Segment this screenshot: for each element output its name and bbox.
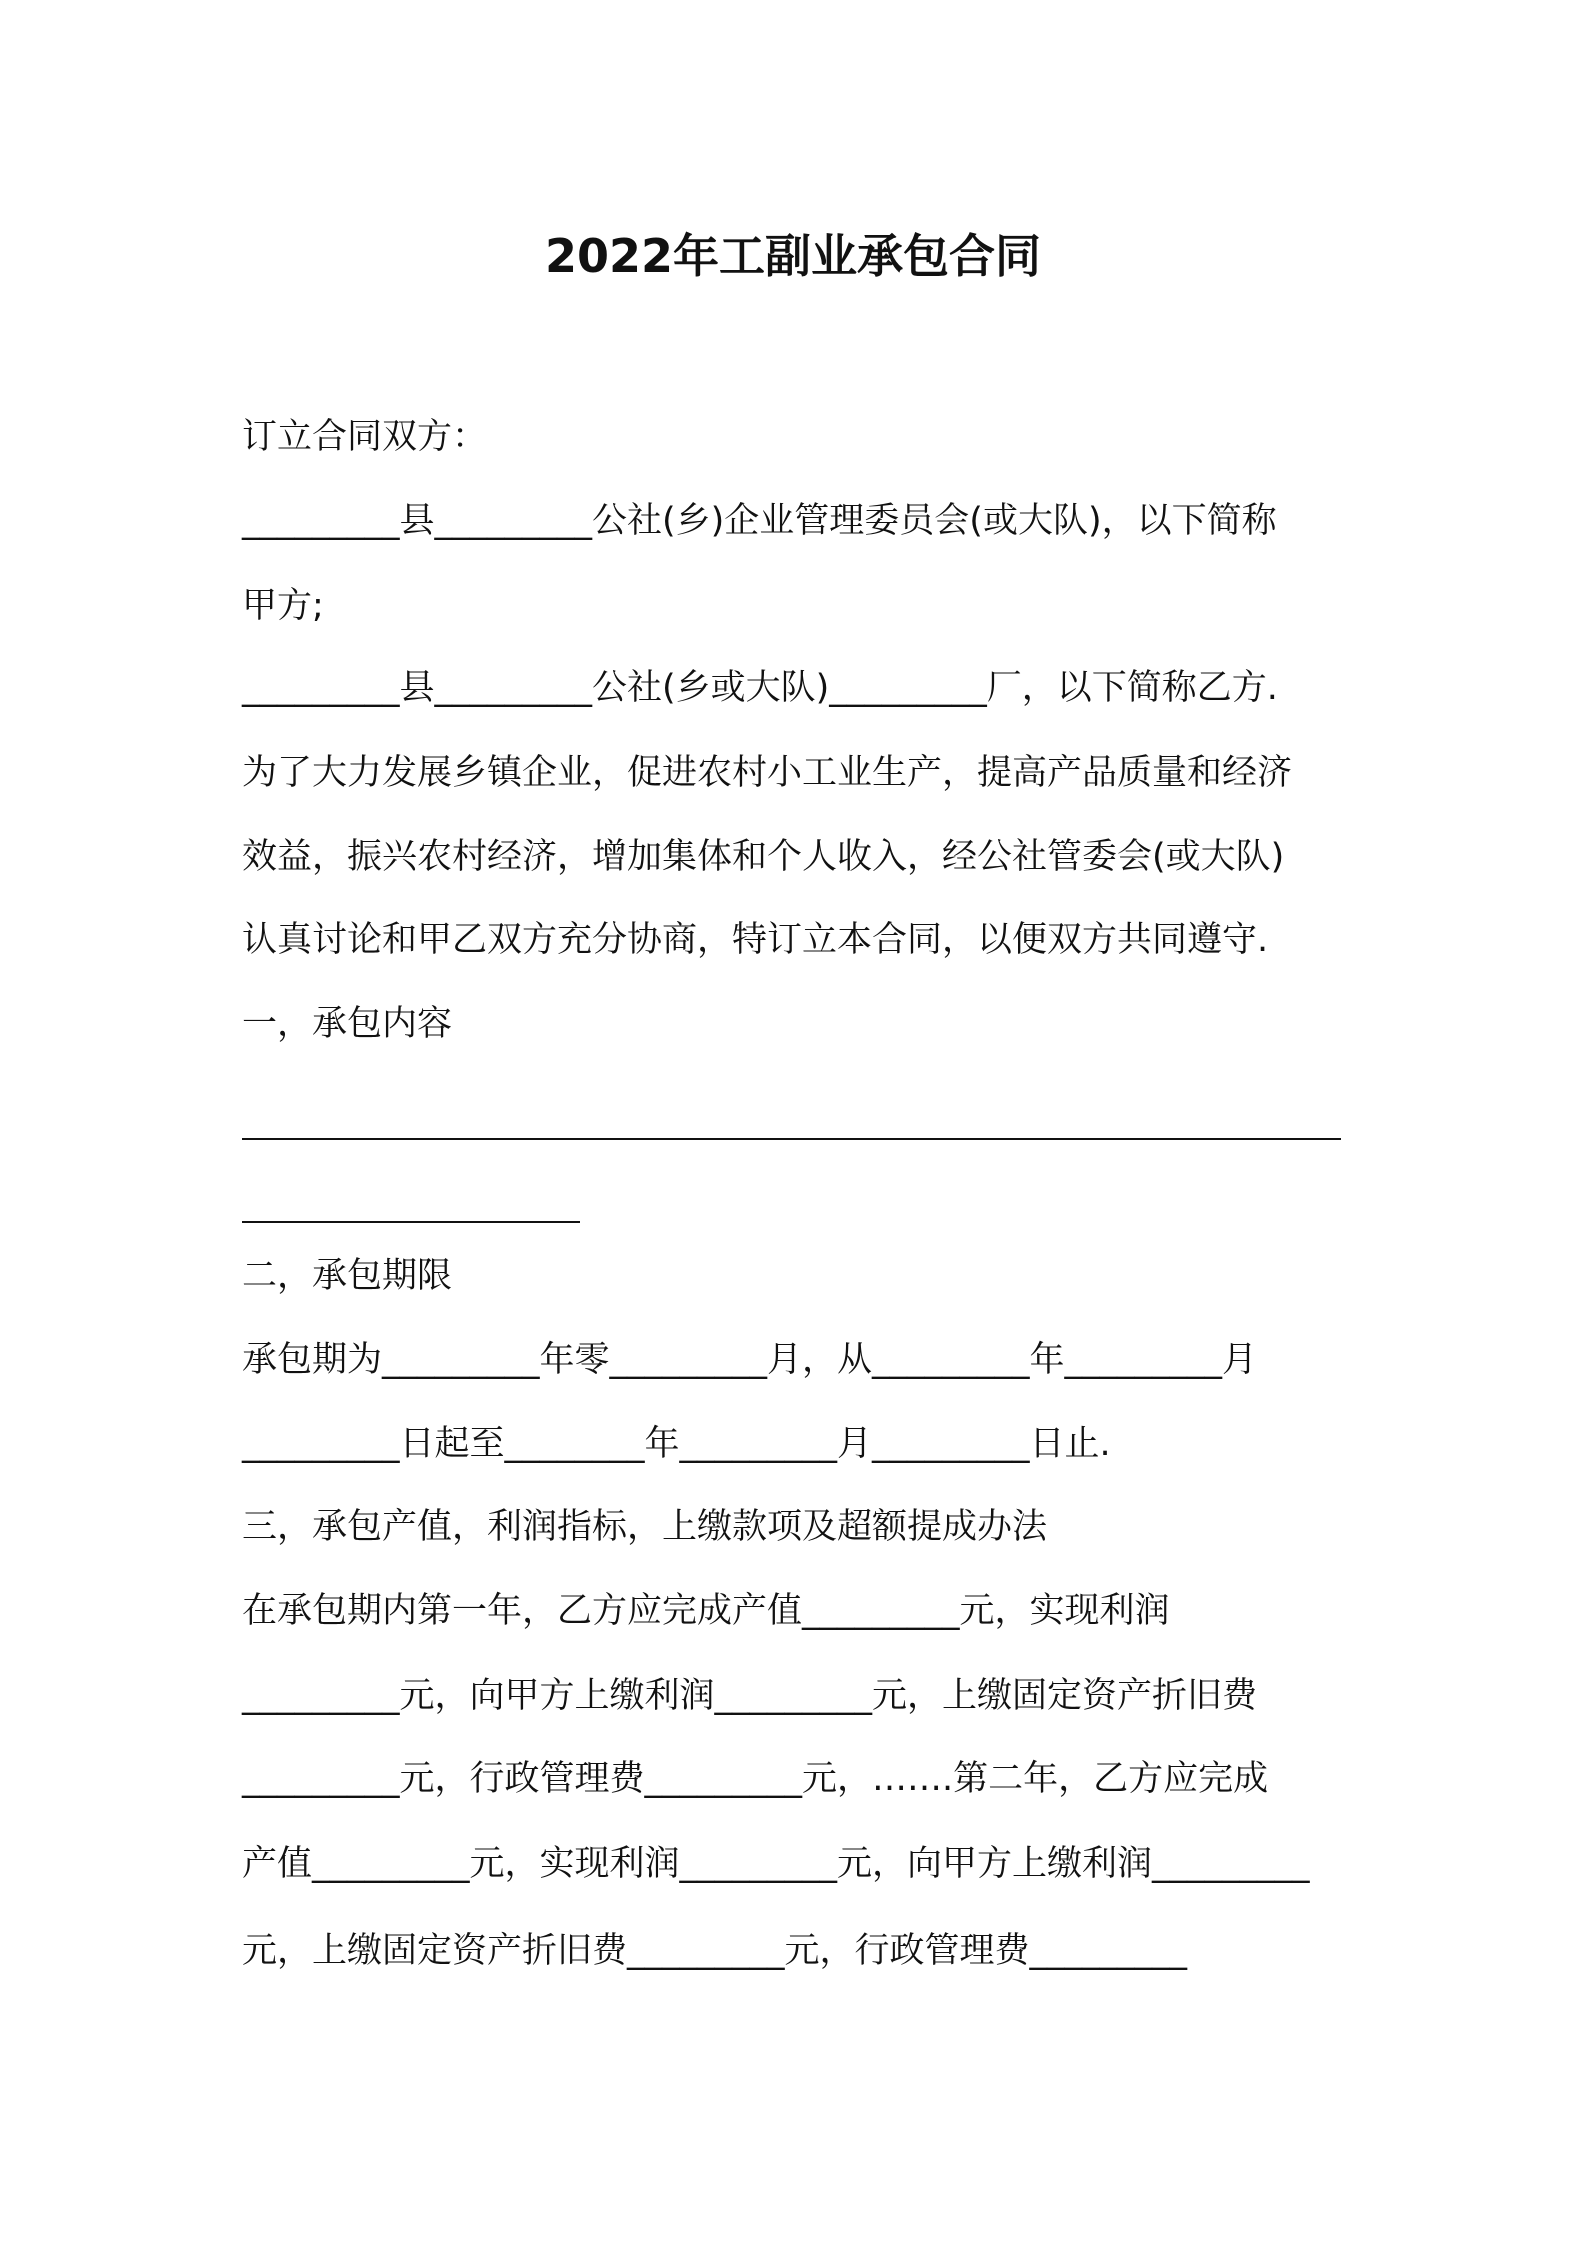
section-2-heading: 二，承包期限 bbox=[242, 1256, 453, 1296]
party-b-line: _________县_________公社(乡或大队)_________厂，以下简称乙方. bbox=[242, 668, 1278, 708]
targets-line-5: 元，上缴固定资产折旧费_________元，行政管理费_________ bbox=[242, 1931, 1188, 1971]
targets-line-4: 产值_________元，实现利润_________元，向甲方上缴利润_________ bbox=[242, 1844, 1310, 1884]
preamble-line-1: 为了大力发展乡镇企业，促进农村小工业生产，提高产品质量和经济 bbox=[242, 753, 1293, 793]
contract-content-blank-2[interactable] bbox=[242, 1221, 580, 1223]
contract-content-blank-1[interactable] bbox=[242, 1138, 1341, 1140]
targets-line-3: _________元，行政管理费_________元，…….第二年，乙方应完成 bbox=[242, 1759, 1269, 1799]
section-3-heading: 三，承包产值，利润指标，上缴款项及超额提成办法 bbox=[242, 1507, 1048, 1547]
preamble-line-3: 认真讨论和甲乙双方充分协商，特订立本合同，以便双方共同遵守. bbox=[242, 920, 1269, 960]
parties-heading: 订立合同双方： bbox=[242, 417, 488, 457]
term-line-1: 承包期为_________年零_________月，从_________年_________月 bbox=[242, 1340, 1258, 1380]
term-line-2: _________日起至________年_________月_________日止. bbox=[242, 1424, 1111, 1464]
section-1-heading: 一，承包内容 bbox=[242, 1004, 453, 1044]
targets-line-1: 在承包期内第一年，乙方应完成产值_________元，实现利润 bbox=[242, 1591, 1170, 1631]
party-a-line-cont: 甲方; bbox=[242, 586, 324, 626]
targets-line-2: _________元，向甲方上缴利润_________元，上缴固定资产折旧费 bbox=[242, 1676, 1258, 1716]
party-a-line: _________县_________公社(乡)企业管理委员会(或大队)，以下简称 bbox=[242, 501, 1277, 541]
document-title: 2022年工副业承包合同 bbox=[544, 229, 1042, 283]
preamble-line-2: 效益，振兴农村经济，增加集体和个人收入，经公社管委会(或大队) bbox=[242, 837, 1285, 877]
